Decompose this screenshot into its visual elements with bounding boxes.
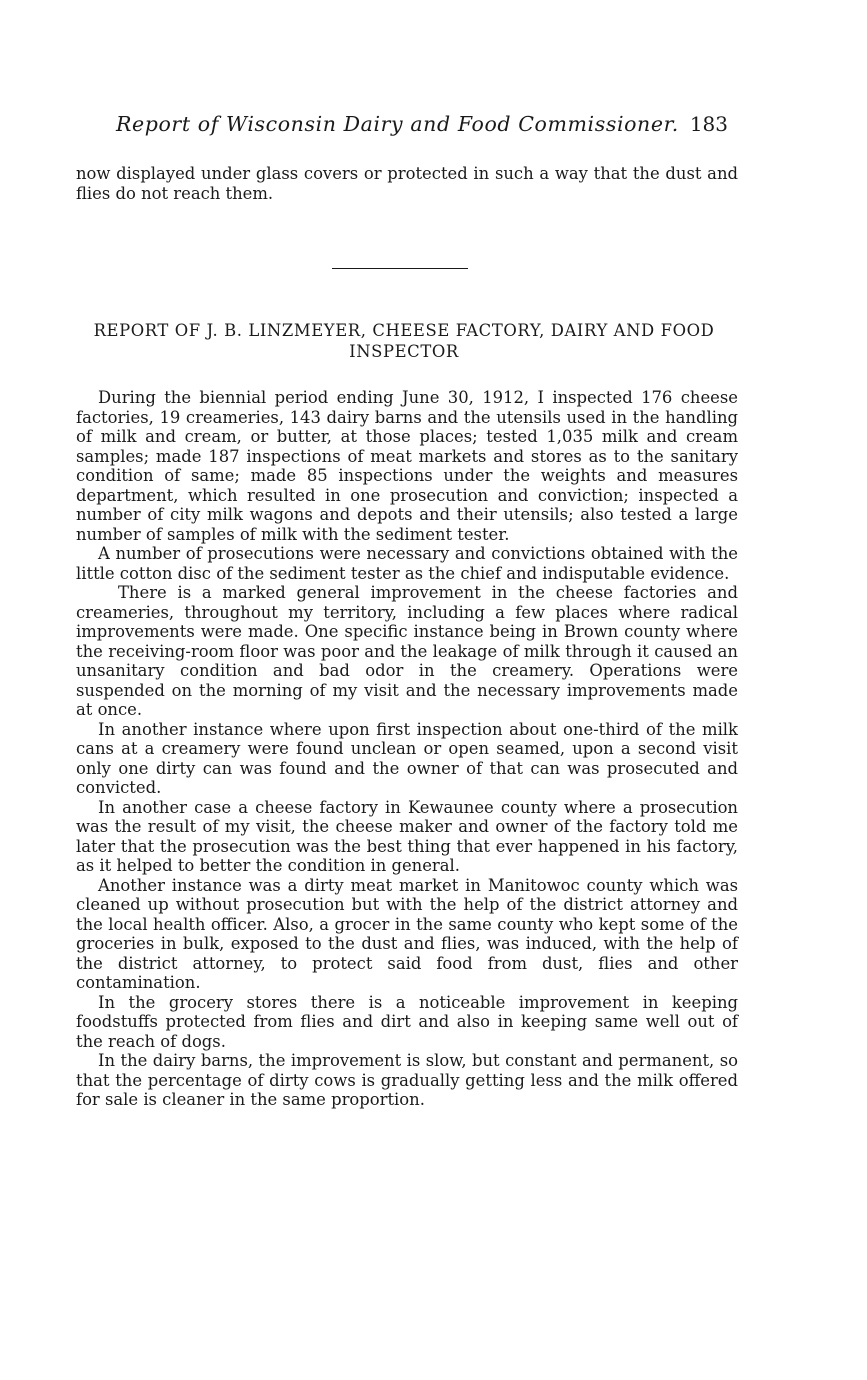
paragraph: In another instance where upon first inspection about one-third of the milk cans at a creamery were found unclean or open seamed, upon a second visit only one dirty can was found and the owner of that can was prosecuted and convicted. (76, 719, 738, 797)
paragraph: In another case a cheese factory in Kewaunee county where a prosecution was the result of my visit, the cheese maker and owner of the factory told me later that the prosecution was the best thing that ever happened in his factory, as it helped to better the condition in general. (76, 797, 738, 875)
paragraph: There is a marked general improvement in the cheese factories and creameries, throughout my territory, including a few places where radical improvements were made. One specific instance being in Brown county where the receiving-room floor was poor and the leakage of milk through it caused an unsanitary condition and bad odor in the creamery. Operations were suspended on the morning of my visit and the necessary improvements made at once. (76, 583, 738, 719)
report-body (76, 388, 738, 1110)
paragraph: Another instance was a dirty meat market in Manitowoc county which was cleaned up without prosecution but with the help of the district attorney and the local health officer. Also, a grocer in the same county who kept some of the groceries in bulk, exposed to the dust and flies, was induced, with the help of the district attorney, to protect said food from dust, flies and other contamination. (76, 875, 738, 992)
paragraph: In the dairy barns, the improvement is slow, but constant and permanent, so that the percentage of dirty cows is gradually getting less and the milk offered for sale is cleaner in the same proportion. (76, 1051, 738, 1109)
section-heading: REPORT OF J. B. LINZMEYER, CHEESE FACTORY, DAIRY AND FOOD INSPECTOR (93, 321, 715, 361)
paragraph: In the grocery stores there is a noticeable improvement in keeping foodstuffs protected from flies and dirt and also in keeping same well out of the reach of dogs. (76, 992, 738, 1051)
paragraph: During the biennial period ending June 30, 1912, I inspected 176 cheese factories, 19 creameries, 143 dairy barns and the utensils used in the handling of milk and cream, or butter, at those places; tested 1,035 milk and cream samples; made 187 inspections of meat markets and stores as to the sanitary condition of same; made 85 inspections under the weights and measures department, which resulted in one prosecution and conviction; inspected a number of city milk wagons and depots and their utensils; also tested a large number of samples of milk with the sediment tester. (76, 388, 738, 544)
section-divider (332, 268, 468, 269)
continuation-text (76, 164, 738, 203)
running-header (116, 112, 728, 136)
running-title: Report of Wisconsin Dairy and Food Commissioner. (116, 112, 679, 136)
page-number: 183 (689, 112, 728, 136)
paragraph: A number of prosecutions were necessary and convictions obtained with the little cotton disc of the sediment tester as the chief and indisputable evidence. (76, 544, 738, 583)
continuation-paragraph: now displayed under glass covers or protected in such a way that the dust and flies do not reach them. (76, 164, 738, 203)
